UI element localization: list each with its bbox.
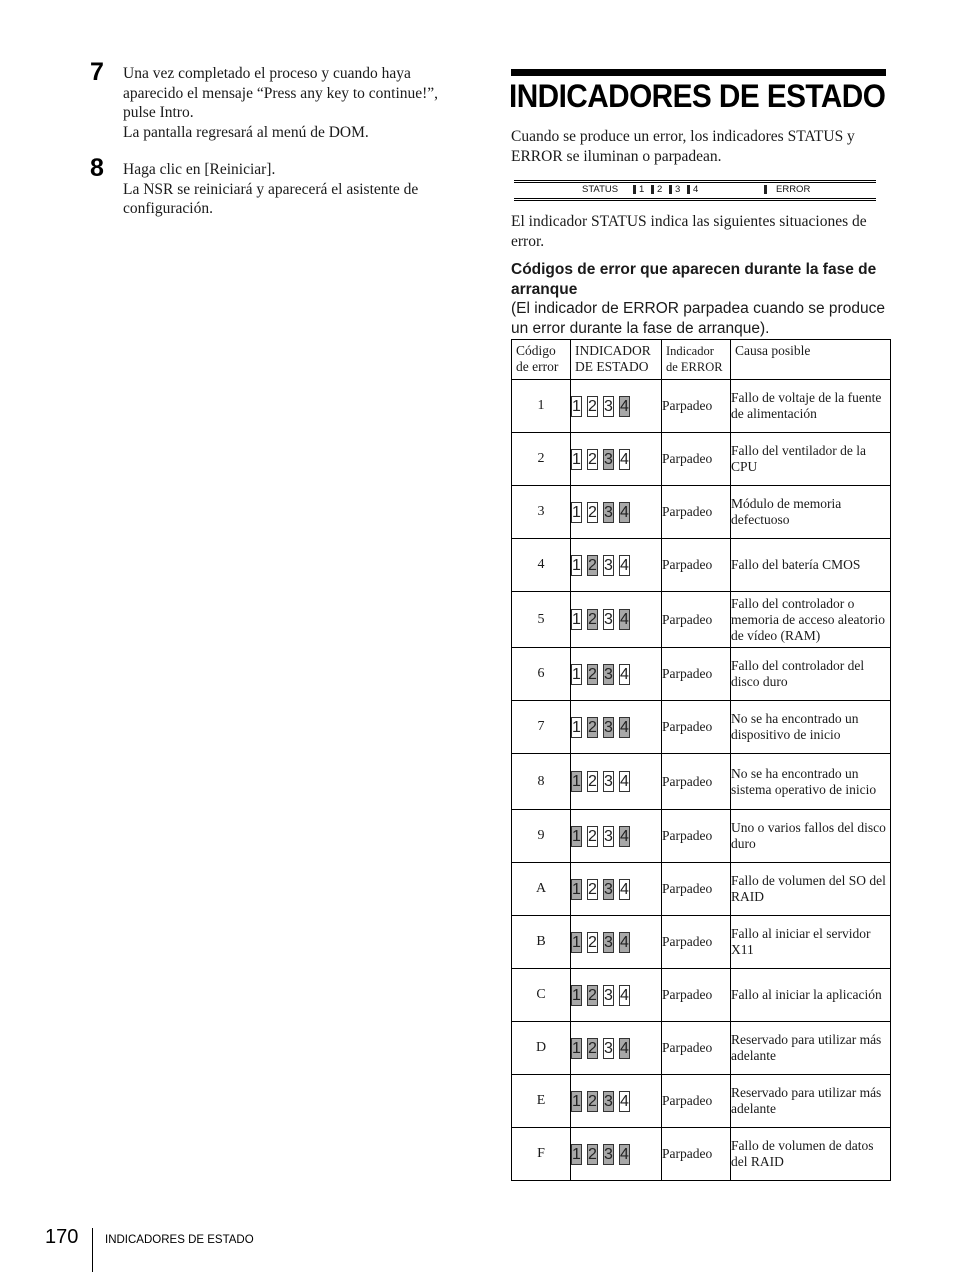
cause-cell: Fallo del controlador del disco duro — [731, 648, 891, 701]
error-indicator-cell: Parpadeo — [662, 969, 731, 1022]
status-led-icon — [669, 185, 672, 194]
error-indicator-cell: Parpadeo — [662, 863, 731, 916]
led-off-icon: 2 — [588, 880, 597, 898]
table-row — [512, 1022, 891, 1075]
table-row — [512, 701, 891, 754]
led-off-icon: 1 — [572, 450, 581, 468]
led-off-icon: 4 — [620, 773, 629, 790]
status-indicator-pattern — [571, 502, 630, 523]
cause-cell: Reservado para utilizar más adelante — [731, 1022, 891, 1075]
led-label: 3 — [675, 184, 681, 195]
error-code-cell: 1 — [512, 380, 571, 433]
led-lit-icon: 4 — [620, 397, 629, 415]
led-lit-icon: 4 — [620, 933, 629, 951]
status-indicator-cell — [571, 1128, 662, 1181]
section-rule — [511, 69, 886, 76]
led-off-icon: 3 — [604, 611, 613, 628]
led-lit-icon: 1 — [572, 827, 581, 845]
status-indicator-cell — [571, 648, 662, 701]
table-row — [512, 648, 891, 701]
error-code-cell: 9 — [512, 810, 571, 863]
error-indicator-cell: Parpadeo — [662, 592, 731, 648]
error-code-cell: 3 — [512, 486, 571, 539]
led-label: 2 — [657, 184, 663, 195]
error-code-cell: 2 — [512, 433, 571, 486]
status-indicator-pattern — [571, 396, 630, 417]
cause-cell: Fallo al iniciar el servidor X11 — [731, 916, 891, 969]
table-row — [512, 486, 891, 539]
table-row — [512, 969, 891, 1022]
error-label: ERROR — [776, 184, 811, 195]
status-indicator-pattern — [571, 1038, 630, 1059]
subheading-note: (El indicador de ERROR parpadea cuando se produce un error durante la fase de arranque). — [511, 300, 885, 337]
cause-cell: Fallo del controlador o memoria de acceso aleatorio de vídeo (RAM) — [731, 592, 891, 648]
subheading: Códigos de error que aparecen durante la fase de arranque — [511, 261, 877, 298]
led-lit-icon: 3 — [604, 450, 613, 468]
led-lit-icon: 1 — [572, 1039, 581, 1057]
led-lit-icon: 4 — [620, 827, 629, 845]
error-code-cell: 8 — [512, 754, 571, 810]
led-off-icon: 2 — [588, 933, 597, 951]
led-off-icon: 4 — [620, 450, 629, 468]
led-off-icon: 3 — [604, 827, 613, 845]
table-row — [512, 592, 891, 648]
led-lit-icon: 2 — [588, 665, 597, 683]
table-row — [512, 380, 891, 433]
error-code-cell: C — [512, 969, 571, 1022]
led-lit-icon: 3 — [604, 503, 613, 521]
status-indicator-pattern — [571, 609, 630, 630]
table-row — [512, 863, 891, 916]
led-lit-icon: 1 — [572, 1145, 581, 1163]
status-label: STATUS — [582, 184, 619, 195]
error-code-cell: 7 — [512, 701, 571, 754]
step-8 — [90, 154, 460, 219]
led-off-icon: 3 — [604, 397, 613, 415]
page-number: 170 — [45, 1226, 79, 1248]
error-indicator-cell: Parpadeo — [662, 1128, 731, 1181]
led-off-icon: 1 — [572, 718, 581, 736]
status-indicator-cell — [571, 1075, 662, 1128]
step-number: 7 — [90, 58, 104, 86]
led-lit-icon: 3 — [604, 880, 613, 898]
status-indicator-pattern — [571, 985, 630, 1006]
status-led-icon — [651, 185, 654, 194]
status-indicator-cell — [571, 969, 662, 1022]
led-lit-icon: 1 — [572, 1092, 581, 1110]
table-row — [512, 754, 891, 810]
error-codes-table — [511, 339, 891, 1181]
led-lit-icon: 4 — [620, 1145, 629, 1163]
status-indicator-cell — [571, 863, 662, 916]
step-text: La pantalla regresará al menú de DOM. — [123, 123, 369, 141]
cause-cell: Fallo del batería CMOS — [731, 539, 891, 592]
error-indicator-cell: Parpadeo — [662, 486, 731, 539]
led-lit-icon: 3 — [604, 1145, 613, 1163]
error-indicator-cell: Parpadeo — [662, 810, 731, 863]
status-indicator-pattern — [571, 449, 630, 470]
status-indicator-pattern — [571, 664, 630, 685]
status-led-icon — [687, 185, 690, 194]
led-label: 4 — [693, 184, 699, 195]
status-indicator-pattern — [571, 879, 630, 900]
error-code-cell: F — [512, 1128, 571, 1181]
table-row — [512, 1075, 891, 1128]
error-indicator-cell: Parpadeo — [662, 433, 731, 486]
cause-cell: Reservado para utilizar más adelante — [731, 1075, 891, 1128]
table-header-row — [512, 340, 891, 380]
table-row — [512, 1128, 891, 1181]
led-lit-icon: 4 — [620, 503, 629, 521]
error-indicator-cell: Parpadeo — [662, 701, 731, 754]
error-indicator-cell: Parpadeo — [662, 539, 731, 592]
status-indicator-cell — [571, 486, 662, 539]
status-indicator-pattern — [571, 1091, 630, 1112]
led-off-icon: 1 — [572, 611, 581, 628]
status-indicator-cell — [571, 592, 662, 648]
cause-cell: Fallo de voltaje de la fuente de alimentación — [731, 380, 891, 433]
step-7 — [90, 58, 460, 142]
led-lit-icon: 1 — [572, 880, 581, 898]
led-off-icon: 3 — [604, 986, 613, 1004]
led-off-icon: 4 — [620, 880, 629, 898]
led-lit-icon: 1 — [572, 986, 581, 1004]
led-lit-icon: 3 — [604, 665, 613, 683]
status-indicator-cell — [571, 539, 662, 592]
footer-section-label: INDICADORES DE ESTADO — [105, 1234, 254, 1246]
error-code-cell: 4 — [512, 539, 571, 592]
error-indicator-cell: Parpadeo — [662, 754, 731, 810]
led-lit-icon: 1 — [572, 773, 581, 790]
column-header: Código de error — [512, 340, 571, 380]
column-header: Indicador de ERROR — [662, 340, 731, 380]
led-off-icon: 2 — [588, 827, 597, 845]
led-lit-icon: 4 — [620, 1039, 629, 1057]
status-indicator-pattern — [571, 555, 630, 576]
status-indicator-cell — [571, 701, 662, 754]
led-lit-icon: 2 — [588, 556, 597, 574]
step-number: 8 — [90, 154, 104, 182]
step-text: Haga clic en [Reiniciar]. — [123, 161, 276, 178]
led-off-icon: 4 — [620, 1092, 629, 1110]
table-row — [512, 916, 891, 969]
error-indicator-cell: Parpadeo — [662, 1075, 731, 1128]
led-off-icon: 2 — [588, 397, 597, 415]
led-off-icon: 2 — [588, 503, 597, 521]
led-lit-icon: 4 — [620, 718, 629, 736]
status-indicator-cell — [571, 433, 662, 486]
status-indicator-pattern — [571, 771, 630, 792]
led-off-icon: 2 — [588, 450, 597, 468]
error-code-cell: A — [512, 863, 571, 916]
led-off-icon: 4 — [620, 556, 629, 574]
led-lit-icon: 2 — [588, 1145, 597, 1163]
table-row — [512, 433, 891, 486]
table-row — [512, 539, 891, 592]
error-indicator-cell: Parpadeo — [662, 648, 731, 701]
section-title: INDICADORES DE ESTADO — [509, 78, 886, 114]
status-led-icon — [633, 185, 636, 194]
status-indicator-cell — [571, 810, 662, 863]
step-text: Una vez completado el proceso y cuando haya aparecido el mensaje “Press any key to continue!”, pulse Intro. — [123, 65, 439, 121]
error-code-cell: E — [512, 1075, 571, 1128]
led-off-icon: 4 — [620, 986, 629, 1004]
footer-divider — [92, 1228, 93, 1272]
cause-cell: Fallo del ventilador de la CPU — [731, 433, 891, 486]
error-code-cell: 5 — [512, 592, 571, 648]
led-lit-icon: 1 — [572, 933, 581, 951]
cause-cell: Uno o varios fallos del disco duro — [731, 810, 891, 863]
error-indicator-cell: Parpadeo — [662, 916, 731, 969]
led-lit-icon: 4 — [620, 611, 629, 628]
led-off-icon: 1 — [572, 665, 581, 683]
table-row — [512, 810, 891, 863]
led-off-icon: 2 — [588, 773, 597, 790]
status-indicator-pattern — [571, 1144, 630, 1165]
error-code-cell: D — [512, 1022, 571, 1075]
led-off-icon: 4 — [620, 665, 629, 683]
error-indicator-cell: Parpadeo — [662, 380, 731, 433]
error-indicator-cell: Parpadeo — [662, 1022, 731, 1075]
led-off-icon: 1 — [572, 397, 581, 415]
status-description: El indicador STATUS indica las siguientes situaciones de error. — [511, 213, 867, 250]
indicator-panel-diagram — [514, 180, 876, 200]
led-label: 1 — [639, 184, 645, 195]
status-indicator-pattern — [571, 717, 630, 738]
column-header: INDICADOR DE ESTADO — [571, 340, 662, 380]
led-off-icon: 1 — [572, 503, 581, 521]
error-led-icon — [764, 185, 767, 194]
led-off-icon: 3 — [604, 556, 613, 574]
led-off-icon: 1 — [572, 556, 581, 574]
status-indicator-pattern — [571, 932, 630, 953]
error-code-cell: 6 — [512, 648, 571, 701]
status-indicator-cell — [571, 754, 662, 810]
status-indicator-cell — [571, 380, 662, 433]
led-off-icon: 3 — [604, 773, 613, 790]
led-lit-icon: 3 — [604, 933, 613, 951]
status-indicator-cell — [571, 916, 662, 969]
led-lit-icon: 2 — [588, 986, 597, 1004]
cause-cell: Módulo de memoria defectuoso — [731, 486, 891, 539]
led-lit-icon: 3 — [604, 718, 613, 736]
cause-cell: Fallo al iniciar la aplicación — [731, 969, 891, 1022]
cause-cell: No se ha encontrado un sistema operativo de inicio — [731, 754, 891, 810]
status-indicator-cell — [571, 1022, 662, 1075]
led-lit-icon: 2 — [588, 611, 597, 628]
error-code-cell: B — [512, 916, 571, 969]
led-lit-icon: 3 — [604, 1092, 613, 1110]
led-off-icon: 3 — [604, 1039, 613, 1057]
column-header: Causa posible — [731, 340, 891, 380]
cause-cell: No se ha encontrado un dispositivo de inicio — [731, 701, 891, 754]
intro-text: Cuando se produce un error, los indicadores STATUS y ERROR se iluminan o parpadean. — [511, 128, 855, 165]
led-lit-icon: 2 — [588, 1039, 597, 1057]
cause-cell: Fallo de volumen del SO del RAID — [731, 863, 891, 916]
led-lit-icon: 2 — [588, 1092, 597, 1110]
status-indicator-pattern — [571, 826, 630, 847]
step-text: La NSR se reiniciará y aparecerá el asistente de configuración. — [123, 180, 419, 217]
led-lit-icon: 2 — [588, 718, 597, 736]
cause-cell: Fallo de volumen de datos del RAID — [731, 1128, 891, 1181]
